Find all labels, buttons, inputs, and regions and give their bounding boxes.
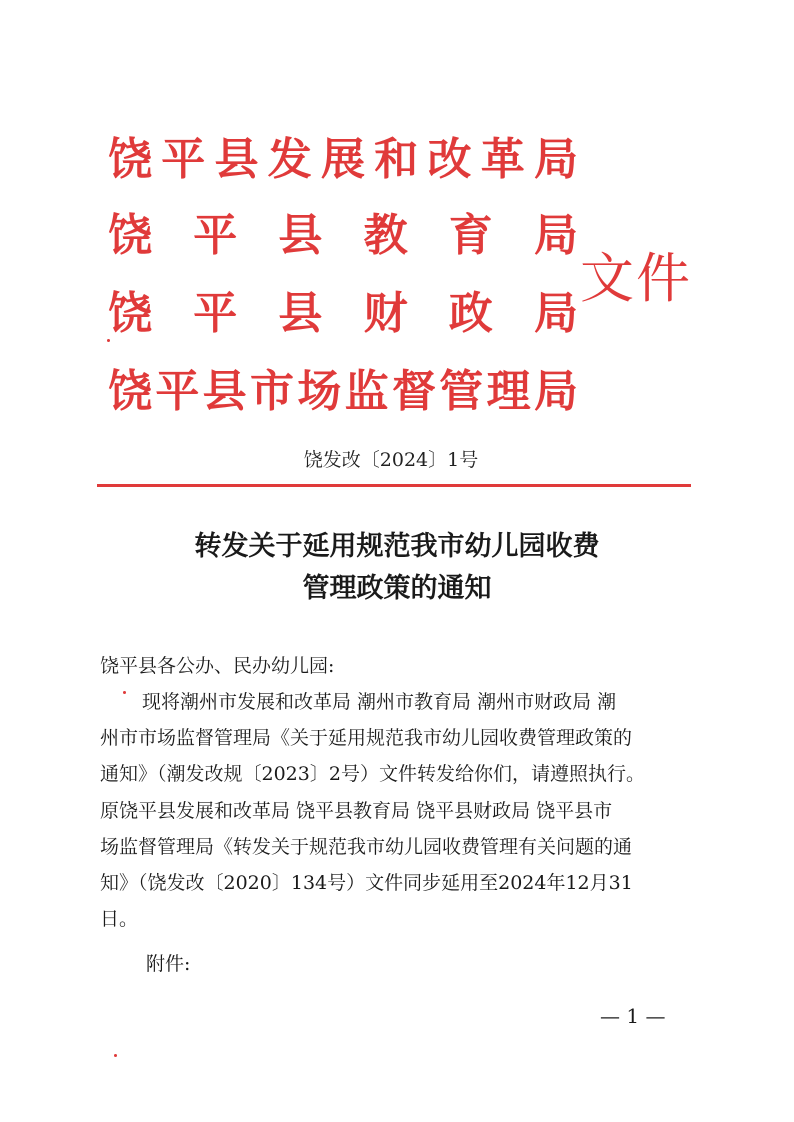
body-line-1: 现将潮州市发展和改革局 潮州市教育局 潮州市财政局 潮: [142, 691, 617, 713]
org-char: 市: [249, 366, 294, 417]
page-number: — 1 —: [600, 1004, 666, 1028]
org-char: 县: [202, 366, 247, 417]
org-char: 管: [439, 366, 484, 417]
scan-speck: [123, 691, 126, 694]
issuing-org-line-3: [108, 286, 578, 342]
org-char: 政: [448, 288, 493, 339]
org-char: 财: [363, 288, 408, 339]
org-char: 平: [155, 366, 200, 417]
issuing-org-line-4: [108, 364, 578, 420]
attachment-label: 附件:: [146, 953, 191, 975]
org-char: 县: [278, 288, 323, 339]
org-char: 平: [193, 210, 238, 261]
body-line-2: 州市市场监督管理局《关于延用规范我市幼儿园收费管理政策的: [100, 727, 633, 750]
body-line-6: 知》（饶发改〔2020〕134号）文件同步延用至2024年12月31: [100, 871, 633, 894]
document-title-line-1: 转发关于延用规范我市幼儿园收费: [194, 531, 600, 562]
org-char: 监: [344, 366, 389, 417]
org-char: 饶: [108, 134, 152, 185]
org-char: 和: [374, 134, 419, 185]
body-line-4: 原饶平县发展和改革局 饶平县教育局 饶平县财政局 饶平县市: [100, 799, 613, 822]
org-char: 局: [533, 210, 578, 261]
org-char: 育: [448, 210, 493, 261]
org-char: 督: [391, 366, 436, 417]
scan-speck: [114, 1054, 117, 1057]
body-line-7: 日。: [100, 908, 139, 931]
document-type-label: 文件: [580, 247, 692, 310]
org-char: 改: [427, 134, 472, 185]
document-number: [0, 446, 794, 474]
org-char: 平: [193, 288, 238, 339]
issuing-org-line-1: [108, 132, 578, 188]
document-number-text: 饶发改〔2024〕1号: [303, 449, 479, 471]
body-line-5: 场监督管理局《转发关于规范我市幼儿园收费管理有关问题的通: [100, 835, 633, 858]
org-char: 局: [533, 366, 578, 417]
body-line-3: 通知》（潮发改规〔2023〕2号）文件转发给你们，请遵照执行。: [100, 763, 645, 786]
org-char: 局: [534, 134, 578, 185]
org-char: 县: [214, 134, 259, 185]
body-paragraph: [100, 684, 692, 937]
org-char: 饶: [108, 288, 152, 339]
org-char: 革: [480, 134, 525, 185]
document-title-line-2: 管理政策的通知: [302, 573, 492, 604]
org-char: 发: [267, 134, 312, 185]
org-char: 饶: [108, 210, 152, 261]
org-char: 局: [533, 288, 578, 339]
org-char: 平: [161, 134, 206, 185]
header-red-divider: [97, 484, 691, 487]
salutation: 饶平县各公办、民办幼儿园:: [100, 655, 335, 677]
org-char: 教: [363, 210, 408, 261]
issuing-org-line-2: [108, 208, 578, 264]
org-char: 展: [321, 134, 365, 185]
org-char: 饶: [108, 366, 152, 417]
org-char: 县: [278, 210, 323, 261]
org-char: 场: [297, 366, 342, 417]
org-char: 理: [486, 366, 531, 417]
scan-speck: [107, 339, 110, 342]
